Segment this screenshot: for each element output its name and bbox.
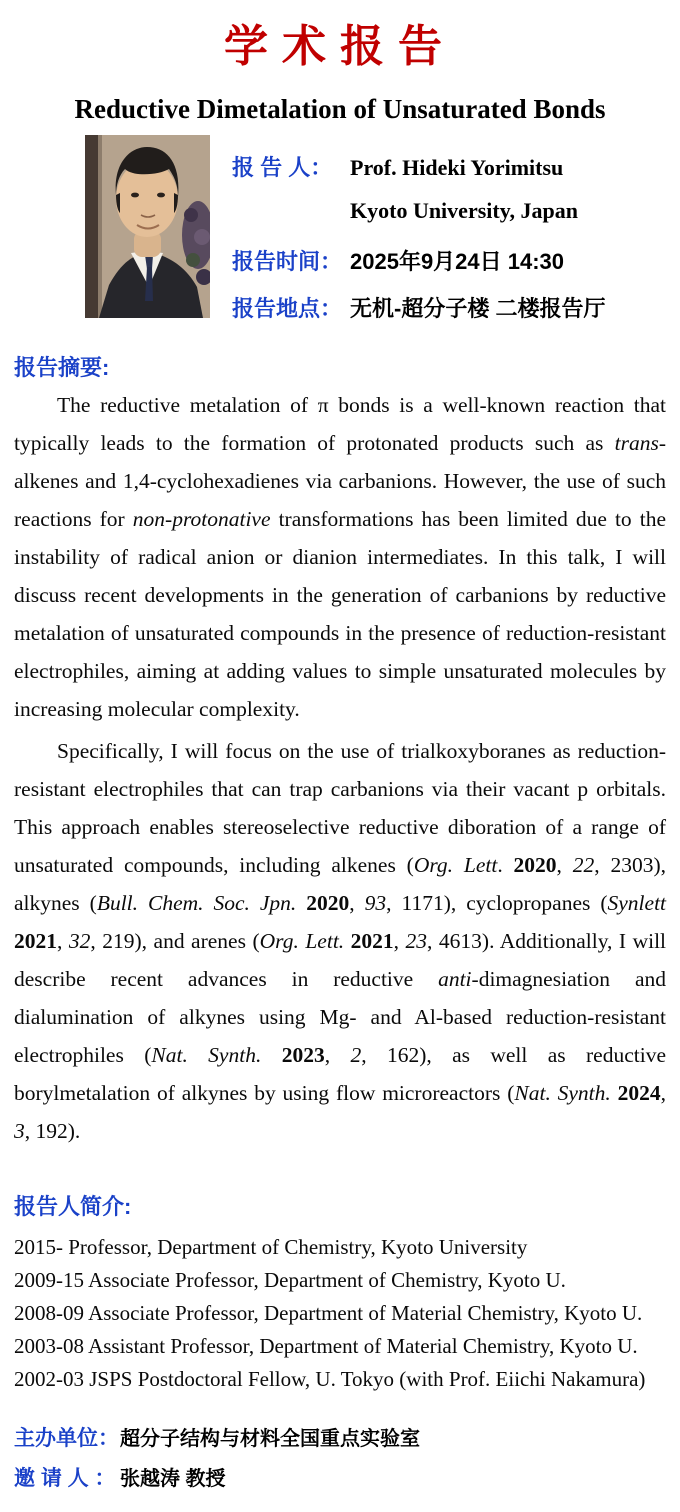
abstract-paragraph-1: The reductive metalation of π bonds is a well-known reaction that typically leads to the formation of protonated products such as trans-alkenes and 1,4-cyclohexadienes via carbanions. However, the use of such reactions for non-protonative transformations has been limited due to the instability of radical anion or dianion intermediates. In this talk, I will discuss recent developments in the generation of carbanions by reductive metalation of unsaturated compounds in the presence of reduction-resistant electrophiles, aiming at adding values to simple unsaturated molecules by increasing molecular complexity. (14, 393, 666, 721)
speaker-affiliation-row (232, 198, 605, 245)
bio-item: 2015- Professor, Department of Chemistry, Kyoto University (14, 1235, 528, 1259)
bio-item: 2008-09 Associate Professor, Department of Material Chemistry, Kyoto U. (14, 1301, 643, 1325)
bio-item: 2009-15 Associate Professor, Department of Chemistry, Kyoto U. (14, 1268, 566, 1292)
bio-heading: 报告人简介: (14, 1194, 132, 1219)
footer-section (14, 1422, 666, 1492)
speaker-photo (85, 135, 210, 318)
poster-title: 学术报告 (224, 22, 456, 71)
abstract-section (14, 351, 666, 1150)
bio-list (14, 1231, 666, 1396)
host-row (14, 1422, 666, 1452)
speaker-name: Prof. Hideki Yorimitsu (350, 155, 564, 180)
bio-section (14, 1190, 666, 1396)
time-label: 报告时间： (232, 249, 343, 274)
speaker-portrait-illustration (85, 135, 210, 318)
speaker-affiliation: Kyoto University, Japan (350, 198, 578, 223)
talk-time: 2025年9月24日 14:30 (350, 249, 565, 274)
host-label: 主办单位： (14, 1427, 119, 1450)
talk-venue: 无机-超分子楼 二楼报告厅 (350, 296, 606, 321)
bio-item: 2002-03 JSPS Postdoctoral Fellow, U. Tokyo (with Prof. Eiichi Nakamura) (14, 1367, 646, 1391)
talk-title: Reductive Dimetalation of Unsaturated Bonds (74, 94, 606, 124)
venue-label: 报告地点： (232, 296, 343, 321)
speaker-label: 报 告 人： (232, 155, 333, 180)
speaker-info (210, 135, 605, 339)
abstract-heading: 报告摘要: (14, 355, 110, 380)
inviter-label: 邀 请 人 ： (14, 1467, 116, 1490)
inviter-row (14, 1462, 666, 1492)
speaker-section (85, 135, 666, 339)
inviter-value: 张越涛 教授 (120, 1468, 226, 1490)
host-value: 超分子结构与材料全国重点实验室 (120, 1428, 420, 1450)
bio-item: 2003-08 Assistant Professor, Department of Material Chemistry, Kyoto U. (14, 1334, 638, 1358)
talk-venue-row (232, 292, 605, 339)
abstract-paragraph-2: Specifically, I will focus on the use of trialkoxyboranes as reduction-resistant electrophiles that can trap carbanions via their vacant p orbitals. This approach enables stereoselective reductive diboration of a range of unsaturated compounds, including alkenes (Org. Lett. 2020, 22, 2303), alkynes (Bull. Chem. Soc. Jpn. 2020, 93, 1171), cyclopropanes (Synlett 2021, 32, 219), and arenes (Org. Lett. 2021, 23, 4613). Additionally, I will describe recent advances in reductive anti-dimagnesiation and dialumination of alkynes using Mg- and Al-based reduction-resistant electrophiles (Nat. Synth. 2023, 2, 162), as well as reductive borylmetalation of alkynes by using flow microreactors (Nat. Synth. 2024, 3, 192). (14, 739, 667, 1143)
talk-time-row (232, 245, 605, 292)
speaker-name-row (232, 151, 605, 198)
